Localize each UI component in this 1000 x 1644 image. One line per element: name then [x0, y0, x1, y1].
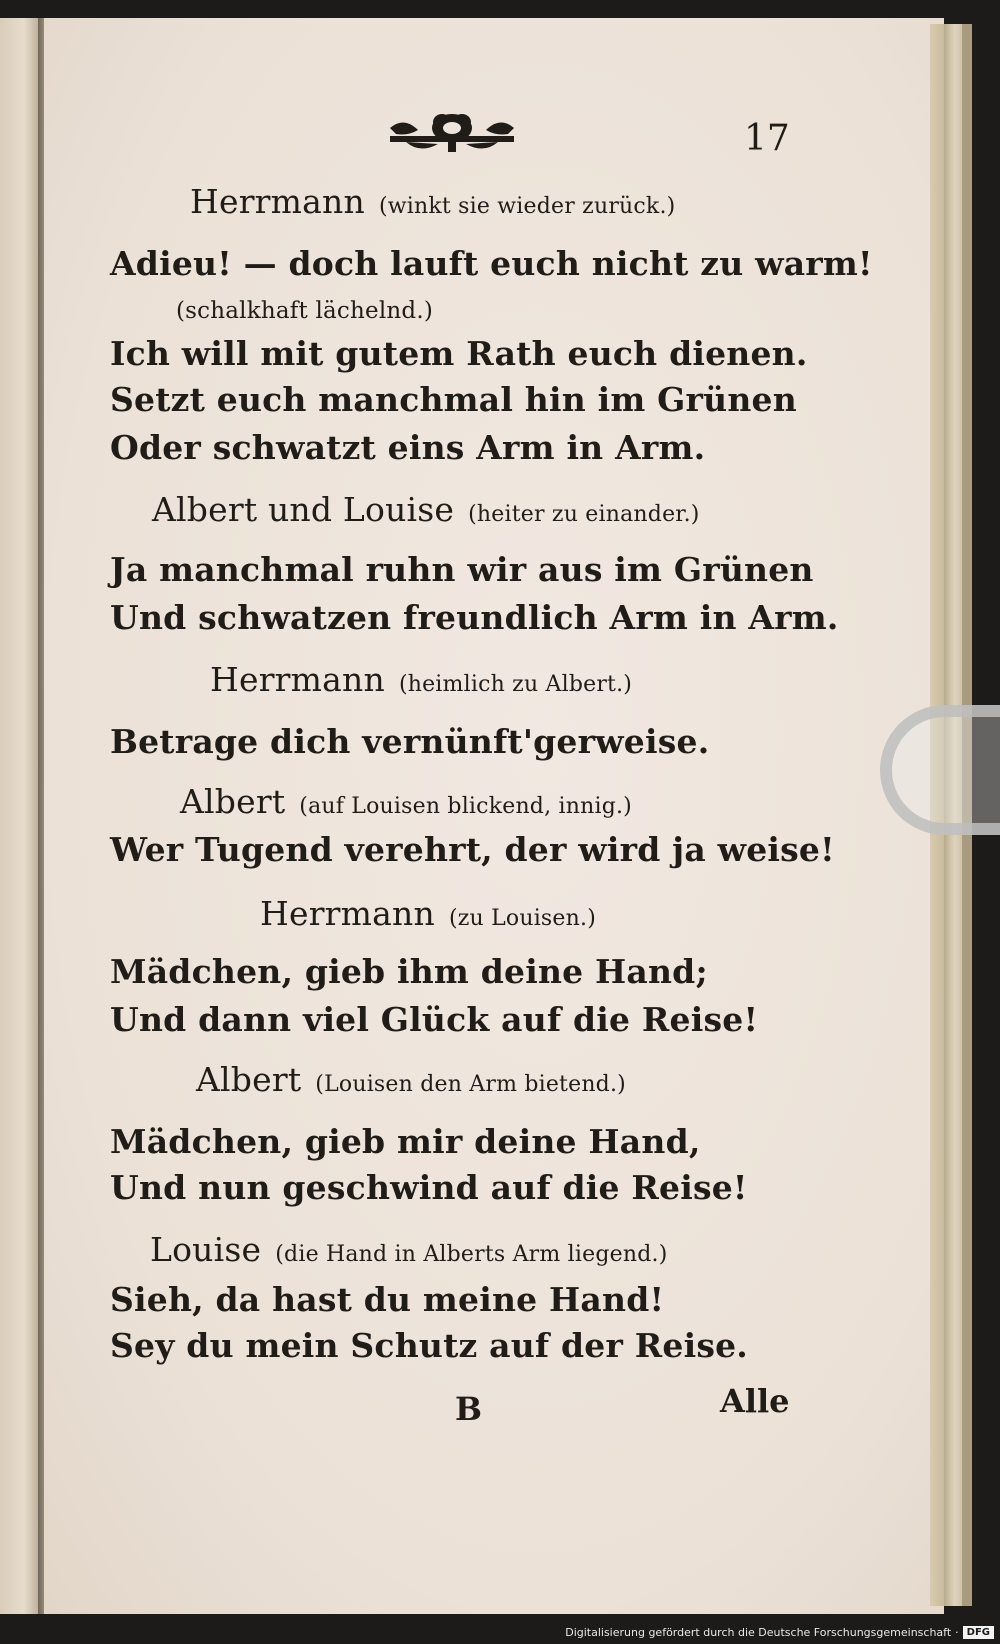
- verse-line: Und dann viel Glück auf die Reise!: [110, 1000, 759, 1039]
- page-number: 17: [744, 118, 790, 159]
- stage-direction: (Louisen den Arm bietend.): [315, 1072, 626, 1097]
- catchword: Alle: [720, 1382, 790, 1420]
- speaker-line: [152, 490, 700, 529]
- verse-line: Oder schwatzt eins Arm in Arm.: [110, 428, 706, 467]
- dfg-logo: DFG: [963, 1626, 994, 1639]
- speaker-name: Herrmann: [190, 182, 365, 221]
- verse-line: Ja manchmal ruhn wir aus im Grünen: [110, 550, 814, 589]
- footer-separator: ·: [955, 1625, 959, 1639]
- stage-direction: (heimlich zu Albert.): [398, 672, 633, 697]
- speaker-name: Herrmann: [210, 660, 385, 699]
- speaker-line: [150, 1230, 667, 1269]
- digitization-footer: [565, 1622, 994, 1642]
- verse-line: Wer Tugend verehrt, der wird ja weise!: [110, 830, 835, 869]
- speaker-line: [180, 782, 632, 821]
- signature-mark: B: [455, 1390, 483, 1428]
- verse-line: Setzt euch manchmal hin im Grünen: [110, 380, 797, 419]
- verse-line: Und schwatzen freundlich Arm in Arm.: [110, 598, 839, 637]
- speaker-line: [260, 894, 596, 933]
- verse-line: Adieu! — doch lauft euch nicht zu warm!: [110, 244, 873, 283]
- verse-line: Und nun geschwind auf die Reise!: [110, 1168, 748, 1207]
- verse-line: Sey du mein Schutz auf der Reise.: [110, 1326, 748, 1365]
- verse-line: Sieh, da hast du meine Hand!: [110, 1280, 665, 1319]
- speaker-name: Albert: [180, 782, 286, 821]
- stage-direction: (heiter zu einander.): [468, 502, 700, 527]
- speaker-line: [196, 1060, 626, 1099]
- verse-line: Mädchen, gieb ihm deine Hand;: [110, 952, 708, 991]
- verse-line: Betrage dich vernünft'gerweise.: [110, 722, 710, 761]
- stage-direction: (zu Louisen.): [448, 906, 596, 931]
- speaker-name: Albert und Louise: [152, 490, 455, 529]
- left-page-edge: [0, 18, 40, 1614]
- stage-direction: (auf Louisen blickend, innig.): [299, 794, 632, 819]
- ornament-vignette-icon: [386, 108, 518, 158]
- speaker-name: Albert: [196, 1060, 302, 1099]
- speaker-name: Herrmann: [260, 894, 435, 933]
- stage-direction-line: [176, 298, 433, 324]
- stage-direction: (schalkhaft lächelnd.): [176, 298, 434, 324]
- speaker-line: [190, 182, 675, 221]
- footer-text: Digitalisierung gefördert durch die Deutsche Forschungsgemeinschaft: [565, 1625, 952, 1639]
- stage-direction: (winkt sie wieder zurück.): [378, 194, 676, 219]
- stage-direction: (die Hand in Alberts Arm liegend.): [275, 1242, 668, 1267]
- transparent-clip: [880, 705, 1000, 835]
- verse-line: Mädchen, gieb mir deine Hand,: [110, 1122, 701, 1161]
- speaker-line: [210, 660, 632, 699]
- verse-line: Ich will mit gutem Rath euch dienen.: [110, 334, 808, 373]
- speaker-name: Louise: [150, 1230, 262, 1269]
